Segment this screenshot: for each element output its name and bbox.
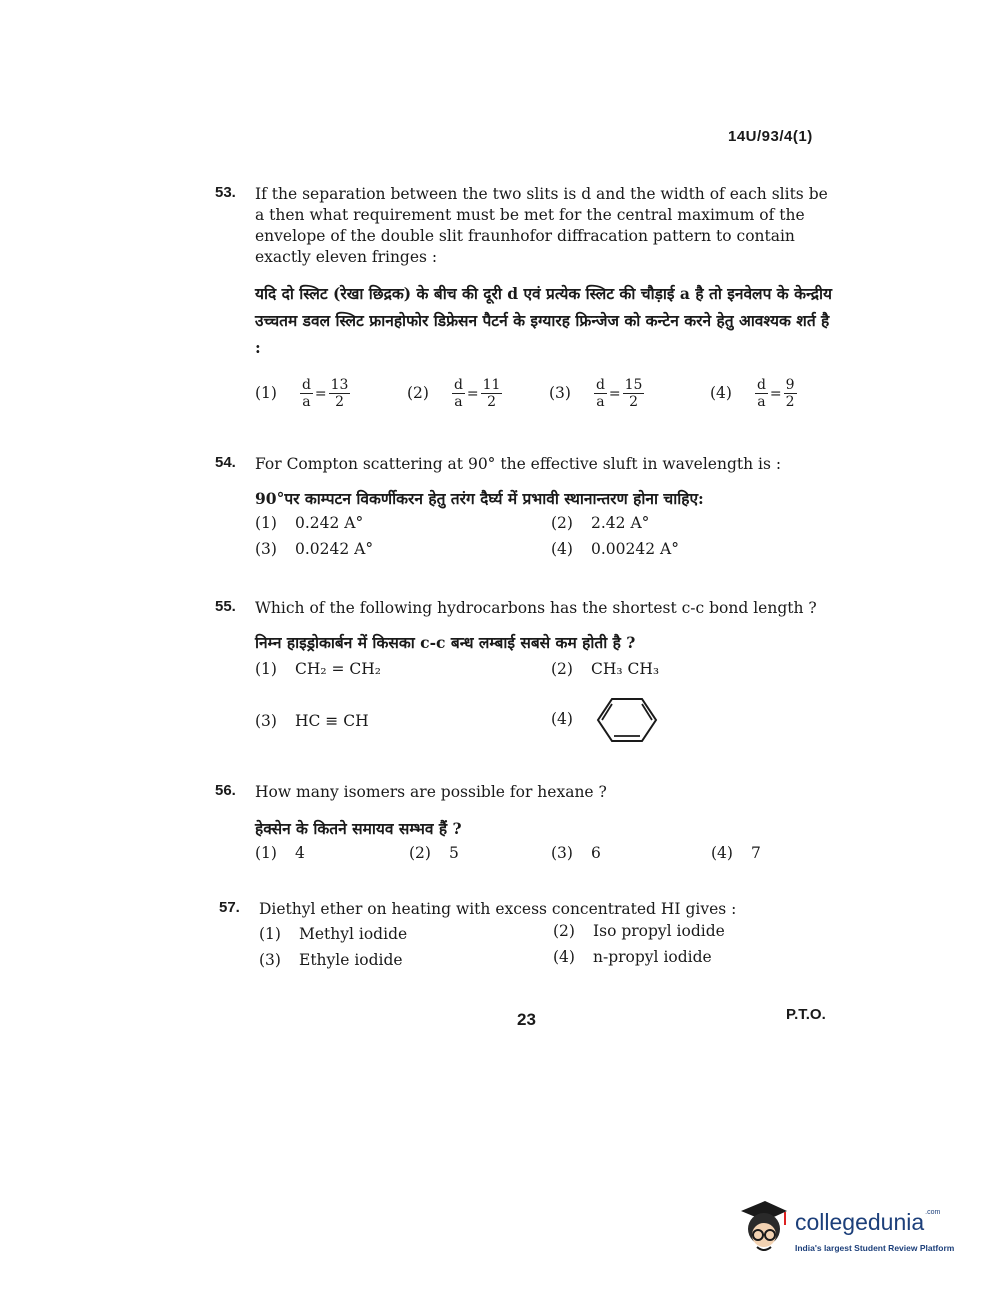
question-57	[219, 899, 844, 976]
option-2: (2) CH₃ CH₃	[551, 660, 660, 678]
option-1: (1) 4	[255, 844, 305, 862]
option-4: (4) 7	[711, 844, 761, 862]
option-3: (3) HC ≡ CH	[255, 712, 369, 730]
option-3: (3) 6	[551, 844, 601, 862]
option-4: (4) $\frac{d}{a}$ = $\frac{9}{2}$	[710, 377, 795, 410]
option-1: (1) Methyl iodide	[259, 925, 408, 943]
page-number: 23	[517, 1010, 536, 1029]
question-text-hindi: निम्न हाइड्रोकार्बन में किसका c-c बन्ध लम्बाई सबसे कम होती है ?	[255, 633, 636, 652]
question-number: 57.	[219, 899, 240, 916]
option-1: (1) CH₂ = CH₂	[255, 660, 382, 678]
question-text: For Compton scattering at 90° the effective sluft in wavelength is :	[255, 455, 782, 473]
brand-name: collegedunia$^{.com}$	[795, 1209, 941, 1235]
question-56	[215, 782, 840, 872]
option-4: (4)	[551, 696, 658, 744]
question-number: 55.	[215, 598, 236, 615]
option-2: (2) 5	[409, 844, 459, 862]
option-3: (3) Ethyle iodide	[259, 951, 403, 969]
option-4: (4) 0.00242 A°	[551, 540, 679, 558]
question-text-hindi: हेक्सेन के कितने समायव सम्भव हैं ?	[255, 819, 462, 838]
collegedunia-watermark	[735, 1195, 965, 1265]
paper-code: 14U/93/4(1)	[728, 128, 813, 145]
question-55	[215, 598, 840, 766]
question-number: 54.	[215, 454, 236, 471]
option-4: (4) n-propyl iodide	[553, 948, 712, 966]
option-3: (3) $\frac{d}{a}$ = $\frac{15}{2}$	[549, 377, 643, 410]
brand-tagline: India's largest Student Review Platform	[795, 1243, 955, 1253]
option-3: (3) 0.0242 A°	[255, 540, 374, 558]
question-text: How many isomers are possible for hexane ?	[255, 783, 607, 801]
question-text-hindi: 90°पर काम्पटन विकर्णीकरन हेतु तरंग दैर्घ्य में प्रभावी स्थानान्तरण होना चाहिए:	[255, 489, 704, 508]
option-1: (1) $\frac{d}{a}$ = $\frac{13}{2}$	[255, 377, 349, 410]
question-text-hindi: यदि दो स्लिट (रेखा छिद्रक) के बीच की दूरी d एवं प्रत्येक स्लिट की चौड़ाई a है तो इनवेलप के केन्द्रीय उच्चतम डवल स्लिट फ्रानहोफोर डिफ्रेसन पैटर्न के इग्यारह फ्रिन्जेज को कन्टेन करने हेतु आवश्यक शर्त है :	[255, 284, 832, 357]
option-1: (1) 0.242 A°	[255, 514, 364, 532]
question-text: Which of the following hydrocarbons has the shortest c-c bond length ?	[255, 599, 817, 617]
option-2: (2) Iso propyl iodide	[553, 922, 725, 940]
benzene-ring-icon	[596, 696, 658, 744]
question-54	[215, 454, 840, 564]
question-text: Diethyl ether on heating with excess concentrated HI gives :	[259, 900, 737, 918]
option-2: (2) $\frac{d}{a}$ = $\frac{11}{2}$	[407, 377, 501, 410]
option-2: (2) 2.42 A°	[551, 514, 650, 532]
question-text: If the separation between the two slits is d and the width of each slits be a then what requirement must be met for the central maximum of the envelope of the double slit fraunhofor diffracation pattern to contain exactly eleven fringes :	[255, 185, 828, 266]
pto-label: P.T.O.	[786, 1006, 826, 1023]
question-number: 53.	[215, 184, 236, 201]
question-53	[215, 184, 840, 413]
mascot-icon	[735, 1195, 793, 1265]
question-number: 56.	[215, 782, 236, 799]
